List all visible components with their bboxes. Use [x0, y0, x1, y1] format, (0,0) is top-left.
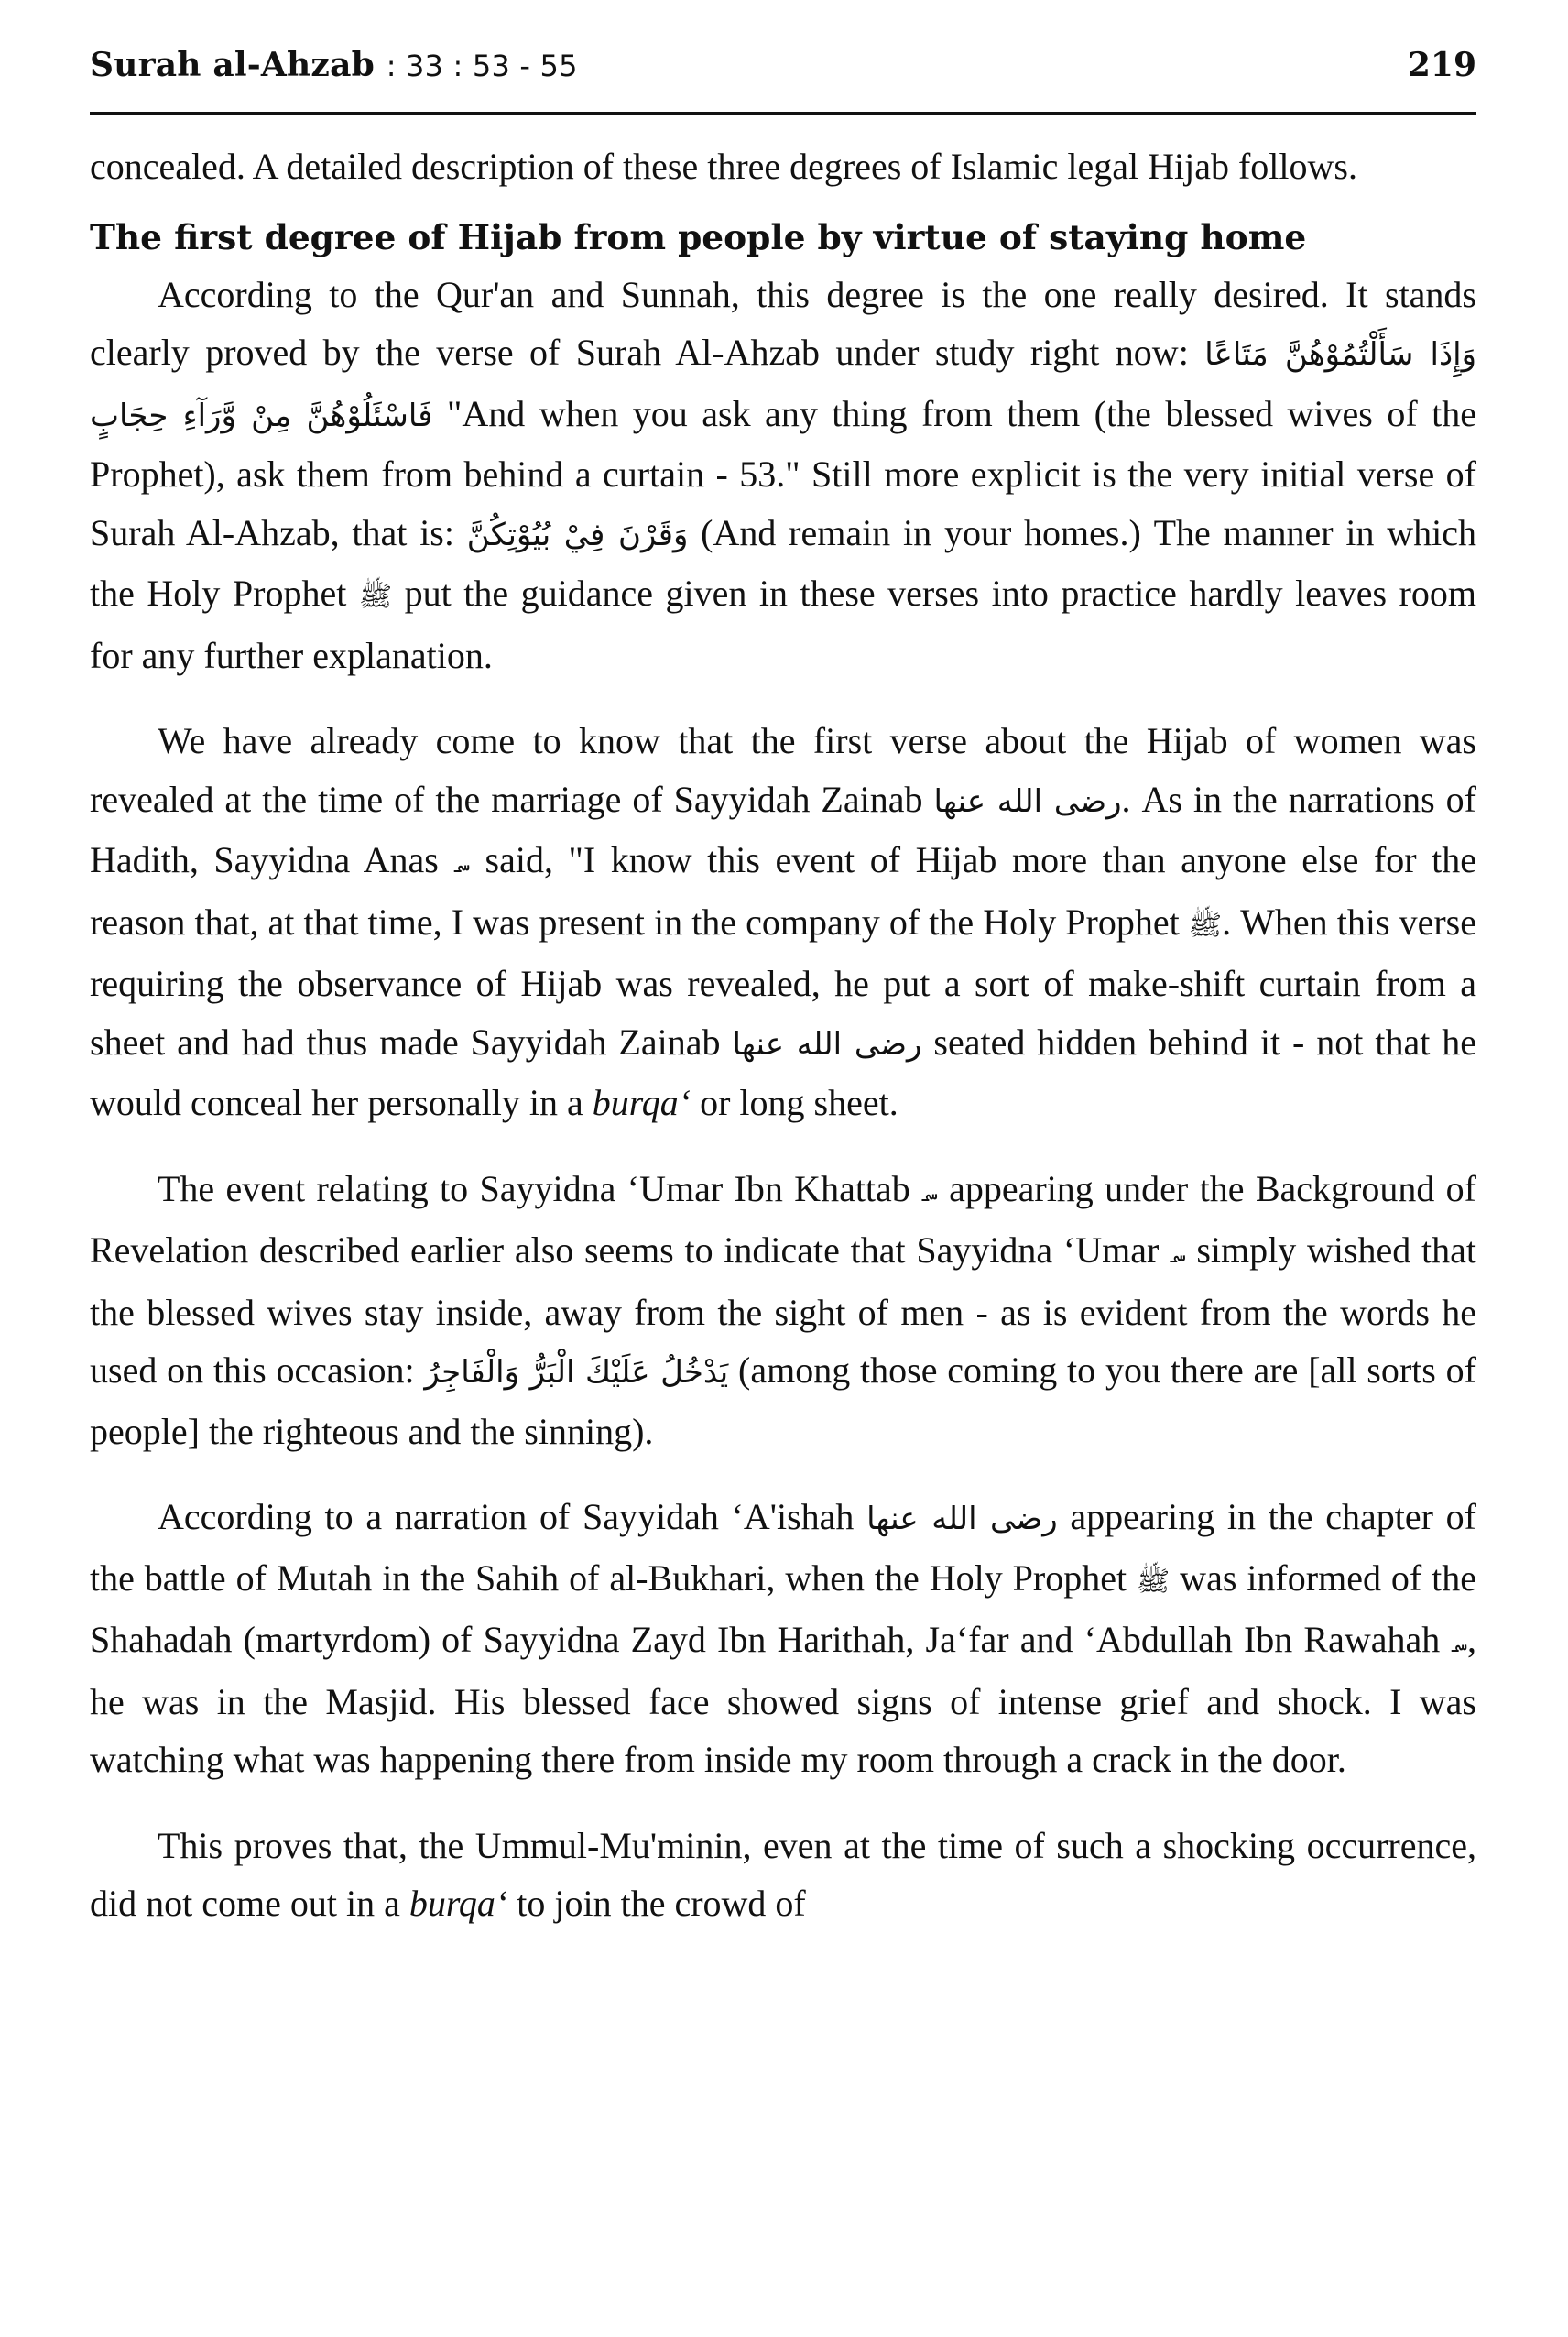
- paragraph-aishah: [90, 1488, 1476, 1789]
- section-heading: The first degree of Hijab from people by virtue of staying home: [90, 216, 1307, 257]
- paragraph-text: seated hidden behind it - not that he would conceal her personally in a: [90, 1021, 1476, 1123]
- page-number: 219: [1407, 46, 1476, 84]
- paragraph-text: appearing in the chapter of the battle of Mutah in the Sahih of al-Bukhari, when the Holy Prophet: [90, 1496, 1476, 1599]
- paragraph-text: appearing under the Background of Revelation described earlier also seems to indicate that Sayyidna ‘Umar: [90, 1167, 1477, 1271]
- paragraph-text: "And when you ask any thing from them (the blessed wives of the Prophet), ask them from behind a curtain - 53." Still more explicit is the very initial verse of Surah Al-Ahzab, that is:: [90, 392, 1476, 553]
- paragraph-text: . When this verse requiring the observance of Hijab was revealed, he put a sort of make-shift curtain from a sheet and had thus made Sayyidah Zainab: [90, 901, 1477, 1063]
- paragraph-text: The event relating to Sayyidna ‘Umar Ibn Khattab: [158, 1167, 922, 1209]
- paragraph-text: put the guidance given in these verses into practice hardly leaves room for any further explanation.: [90, 573, 1476, 676]
- paragraph-text: This proves that, the Ummul-Mu'minin, even at the time of such a shocking occurrence, did not come out in a: [90, 1824, 1476, 1924]
- running-title: [90, 46, 578, 84]
- paragraph-text: was informed of the Shahadah (martyrdom) of Sayyidna Zayd Ibn Harithah, Ja‘far and ‘Abdullah Ibn Rawahah: [90, 1556, 1476, 1660]
- paragraph-text: We have already come to know that the first verse about the Hijab of women was revealed at the time of the marriage of Sayyidah Zainab: [90, 720, 1476, 820]
- page-body: [90, 137, 1476, 2319]
- paragraph-text: According to a narration of Sayyidah ‘A'ishah: [158, 1496, 867, 1537]
- paragraph-text: or long sheet.: [691, 1082, 898, 1123]
- paragraph-text: simply wished that the blessed wives stay inside, away from the sight of men - as is evident from the words he used on this occasion:: [90, 1229, 1476, 1391]
- companion-honorific-icon: ؄: [1451, 1627, 1467, 1659]
- paragraph-text: According to the Qur'an and Sunnah, this degree is the one really desired. It stands clearly proved by the verse of Surah Al-Ahzab under study right now:: [90, 273, 1476, 373]
- paragraph-text: to join the crowd of: [507, 1883, 806, 1924]
- paragraph-text: said, "I know this event of Hijab more than anyone else for the reason that, at that time, I was present in the company of the Holy Prophet: [90, 839, 1477, 943]
- paragraph-zainab: [90, 712, 1476, 1132]
- paragraph-text: (And remain in your homes.) The manner in which the Holy Prophet: [90, 511, 1476, 614]
- italic-term: burqa‘: [408, 1883, 508, 1924]
- arabic-verse-hijab: وَإِذَا سَأَلْتُمُوْهُنَّ مَتَاعًا فَاسْئَلُوْهُنَّ مِنْ وَّرَآءِ حِجَابٍ: [90, 336, 1476, 434]
- prophet-honorific-icon: ﷺ: [1137, 1565, 1171, 1598]
- paragraph-umar: [90, 1160, 1476, 1461]
- paragraph-text: , he was in the Masjid. His blessed face showed signs of intense grief and shock. I was watching what was happening there from inside my room through a crack in the door.: [90, 1619, 1476, 1780]
- verse-reference: : 33 : 53 - 55: [386, 49, 578, 83]
- companion-honorific-icon: ؄: [921, 1175, 938, 1208]
- companion-honorific-icon: ؄: [453, 847, 470, 879]
- arabic-honorific-female: رضى الله عنها: [933, 782, 1122, 820]
- paragraph-ummul-muminin: [90, 1817, 1476, 1933]
- surah-title: Surah al-Ahzab: [90, 46, 375, 84]
- arabic-honorific-female: رضى الله عنها: [866, 1501, 1058, 1537]
- companion-honorific-icon: ؄: [1170, 1238, 1186, 1270]
- page-header: [90, 37, 1476, 115]
- arabic-verse-homes: وَقَرْنَ فِيْ بُيُوْتِكُنَّ: [466, 516, 689, 553]
- arabic-quote-umar: يَدْخُلُ عَلَيْكَ الْبَرُّ وَالْفَاجِرُ: [424, 1354, 729, 1391]
- italic-term: burqa‘: [592, 1082, 691, 1123]
- paragraph-text: . As in the narrations of Hadith, Sayyidna Anas: [90, 778, 1476, 880]
- prophet-honorific-icon: ﷺ: [358, 581, 393, 613]
- paragraph-continued: concealed. A detailed description of these three degrees of Islamic legal Hijab follows.: [90, 146, 1357, 187]
- paragraph-staying-home: [90, 266, 1476, 685]
- prophet-honorific-icon: ﷺ: [1188, 909, 1223, 942]
- paragraph-text: (among those coming to you there are [all sorts of people] the righteous and the sinning).: [90, 1349, 1476, 1452]
- arabic-honorific-female: رضى الله عنها: [732, 1025, 922, 1063]
